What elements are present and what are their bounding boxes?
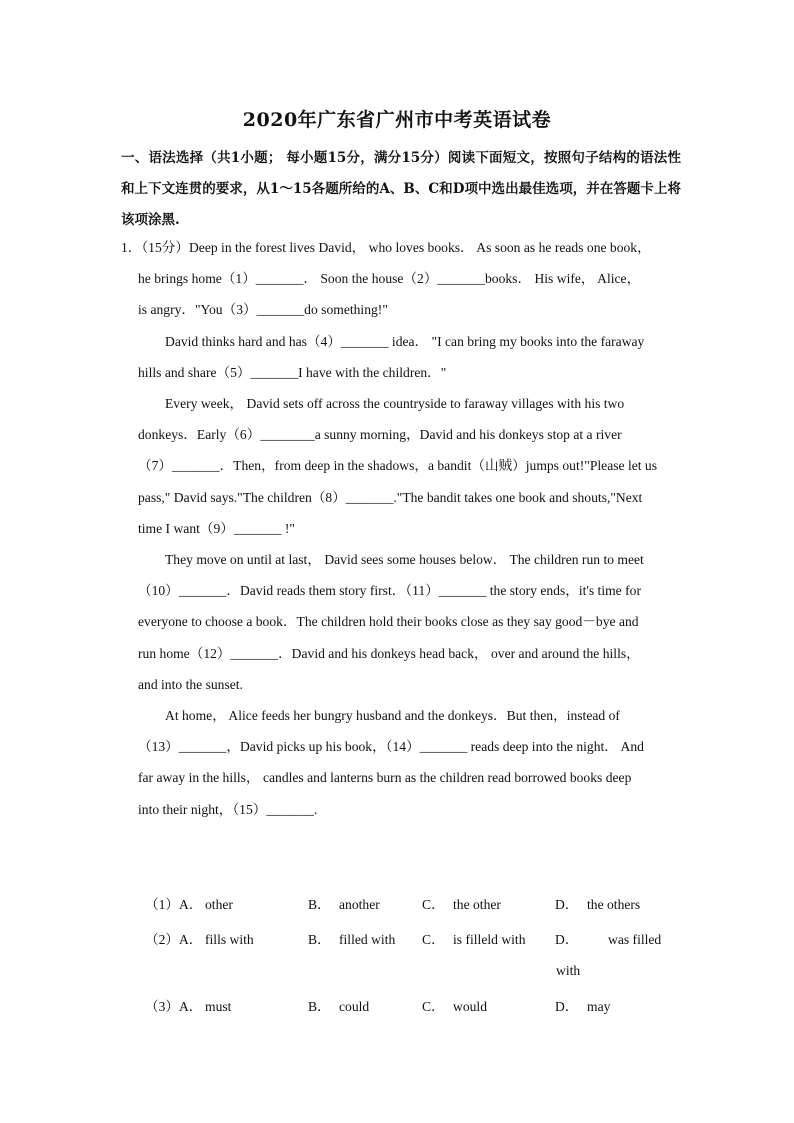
option-d: may (587, 999, 611, 1014)
passage-line: They move on until at last， David sees some houses below． The children run to meet (165, 552, 644, 567)
option-c-label: C． (422, 897, 445, 912)
option-b: could (339, 999, 370, 1014)
option-d: the others (587, 897, 641, 912)
option-b-label: B． (308, 932, 331, 947)
passage-line: （13）_______，David picks up his book，（14）_______ reads deep into the night． And (138, 739, 644, 754)
passage-line: everyone to choose a book．The children hold their books close as they say good－bye and (138, 614, 639, 629)
option-d-label: D． (555, 897, 579, 912)
option-b: another (339, 897, 380, 912)
passage-line: David thinks hard and has（4）_______ idea． "I can bring my books into the faraway (165, 334, 645, 349)
option-c-label: C． (422, 932, 445, 947)
passage-line: 1．（15分）Deep in the forest lives David， who loves books． As soon as he reads one book， (121, 240, 651, 255)
option-number: （1）A． (145, 897, 203, 912)
passage-line: （7）_______．Then，from deep in the shadows，a bandit（山贼）jumps out!"Please let us (138, 458, 658, 473)
option-number: （2）A． (145, 932, 203, 947)
passage-line: and into the sunset. (138, 677, 243, 692)
passage-line: is angry．"You（3）_______do something!" (138, 302, 388, 317)
option-c: is filleld with (453, 932, 526, 947)
passage-line: （10）_______．David reads them story first．（11）_______ the story ends，it's time for (138, 583, 641, 598)
option-d: was filled (608, 932, 662, 947)
passage-line: far away in the hills， candles and lanterns burn as the children read borrowed books deep (138, 770, 632, 785)
passage-line: pass," David says."The children（8）_______."The bandit takes one book and shouts,"Next (138, 490, 643, 505)
passage-line: he brings home（1）_______． Soon the house（2）_______books． His wife， Alice， (138, 271, 641, 286)
option-a: must (205, 999, 232, 1014)
passage-line: into their night，（15）_______. (138, 802, 318, 817)
passage-line: At home， Alice feeds her bungry husband and the donkeys．But then，instead of (165, 708, 620, 723)
passage-line: hills and share（5）_______I have with the children．" (138, 365, 447, 380)
option-number: （3）A． (145, 999, 203, 1014)
passage-line: run home（12）_______．David and his donkeys head back， over and around the hills， (138, 646, 640, 661)
page-title: 2020年广东省广州市中考英语试卷 (242, 109, 552, 131)
option-c: would (453, 999, 487, 1014)
option-b: filled with (339, 932, 396, 947)
option-c: the other (453, 897, 501, 912)
passage-line: time I want（9）_______ !" (138, 521, 295, 536)
passage-line: donkeys．Early（6）________a sunny morning，David and his donkeys stop at a river (138, 427, 622, 442)
option-d-continued: with (556, 963, 581, 978)
section-heading: 一、语法选择（共1小题； 每小题15分，满分15分）阅读下面短文，按照句子结构的语法性和上下文连贯的要求，从1～15各题所给的A、B、C和D项中选出最佳选项，并在答题卡上将该项涂黑. (121, 150, 681, 228)
option-c-label: C． (422, 999, 445, 1014)
option-a: fills with (205, 932, 254, 947)
option-a: other (205, 897, 233, 912)
option-d-label: D． (555, 932, 579, 947)
option-b-label: B． (308, 999, 331, 1014)
option-b-label: B． (308, 897, 331, 912)
option-d-label: D． (555, 999, 579, 1014)
passage-line: Every week， David sets off across the countryside to faraway villages with his two (165, 396, 625, 411)
